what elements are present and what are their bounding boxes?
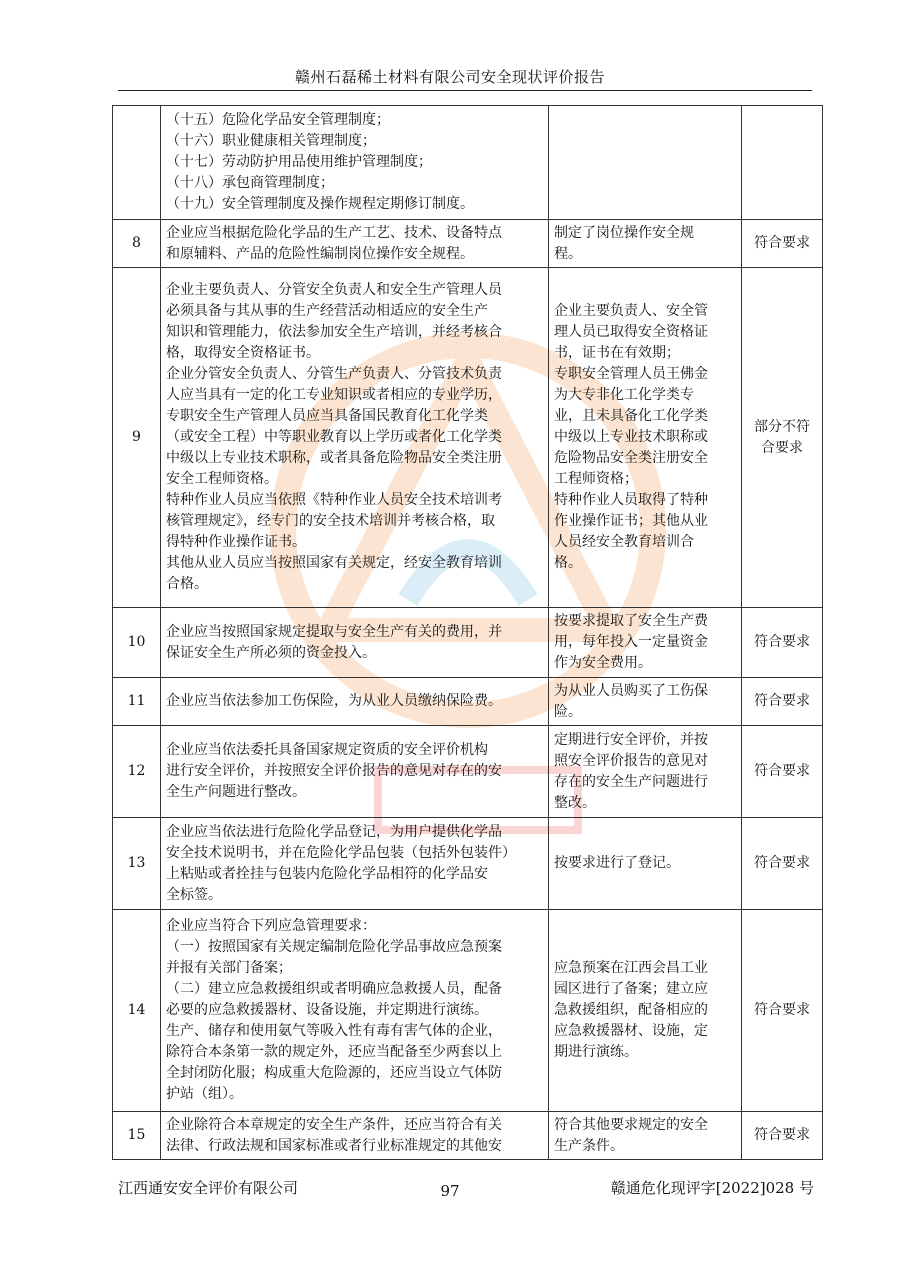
requirement-line: 企业除符合本章规定的安全生产条件，还应当符合有关 <box>166 1116 502 1133</box>
table-row <box>113 1112 823 1160</box>
fact-line: 特种作业人员取得了特种 <box>554 492 708 508</box>
fact-line: 存在的安全生产问题进行 <box>554 773 708 790</box>
fact-cell <box>549 608 742 678</box>
fact-cell <box>549 106 742 220</box>
requirement-cell <box>161 220 549 268</box>
requirement-line: 上粘贴或者拴挂与包装内危险化学品相符的化学品安 <box>166 865 488 882</box>
fact-cell <box>549 910 742 1112</box>
row-number <box>113 106 161 220</box>
fact-line: 理人员已取得安全资格证 <box>554 324 708 340</box>
fact-line: 照安全评价报告的意见对 <box>554 752 708 769</box>
fact-line: 园区进行了备案；建立应 <box>554 981 708 997</box>
requirement-line: 合格。 <box>166 576 208 592</box>
row-number: 8 <box>113 220 161 268</box>
requirement-line: 企业应当按照国家规定提取与安全生产有关的费用，并 <box>166 623 502 640</box>
footer-company: 江西通安安全评价有限公司 <box>118 1179 299 1197</box>
table-row <box>113 608 823 678</box>
result-cell <box>742 910 823 1112</box>
fact-line: 制定了岗位操作安全规 <box>554 224 694 241</box>
fact-cell <box>549 726 742 818</box>
fact-line: 作业操作证书；其他从业 <box>554 513 708 529</box>
requirement-line: 特种作业人员应当依照《特种作业人员安全技术培训考 <box>166 492 502 508</box>
requirement-cell <box>161 678 549 726</box>
requirement-line: 必须具备与其从事的生产经营活动相适应的安全生产 <box>166 303 488 319</box>
fact-line: 为大专非化工化学类专 <box>554 387 694 403</box>
requirement-line: （十九）安全管理制度及操作规程定期修订制度。 <box>166 196 474 212</box>
fact-line: 书，证书在有效期； <box>554 345 680 361</box>
fact-line: 格。 <box>554 555 582 571</box>
requirement-line: 格，取得安全资格证书。 <box>166 345 320 361</box>
fact-cell <box>549 1112 742 1160</box>
requirement-line: 全标签。 <box>166 886 222 903</box>
header-rule <box>118 90 812 91</box>
fact-line: 中级以上专业技术职称或 <box>554 429 708 445</box>
requirement-line: 得特种作业操作证书。 <box>166 534 306 550</box>
fact-line: 危险物品安全类注册安全 <box>554 450 708 466</box>
table-row <box>113 106 823 220</box>
requirement-cell <box>161 726 549 818</box>
fact-line: 整改。 <box>554 794 596 811</box>
fact-line: 人员经安全教育培训合 <box>554 534 694 550</box>
requirement-line: 全封闭防化服；构成重大危险源的，还应当设立气体防 <box>166 1065 502 1081</box>
requirement-line: 其他从业人员应当按照国家有关规定，经安全教育培训 <box>166 555 502 571</box>
result-line: 符合要求 <box>754 634 810 650</box>
result-line: 符合要求 <box>754 693 810 709</box>
requirement-cell <box>161 1112 549 1160</box>
fact-line: 生产条件。 <box>554 1137 624 1154</box>
requirement-cell <box>161 818 549 910</box>
result-line: 符合要求 <box>754 1127 810 1143</box>
row-number: 10 <box>113 608 161 678</box>
table-row <box>113 220 823 268</box>
fact-line: 急救援组织，配备相应的 <box>554 1002 708 1018</box>
fact-line: 期进行演练。 <box>554 1044 638 1060</box>
row-number: 12 <box>113 726 161 818</box>
result-line: 合要求 <box>761 439 803 456</box>
fact-cell <box>549 818 742 910</box>
requirement-line: 企业主要负责人、分管安全负责人和安全生产管理人员 <box>166 282 502 298</box>
requirement-line: 保证安全生产所必须的资金投入。 <box>166 644 376 661</box>
result-cell <box>742 726 823 818</box>
requirement-line: （一）按照国家有关规定编制危险化学品事故应急预案 <box>166 939 502 955</box>
table-row <box>113 268 823 608</box>
report-code: 赣通危化现评字[2022]028 号 <box>610 1179 814 1197</box>
fact-line: 符合其他要求规定的安全 <box>554 1116 708 1133</box>
requirement-cell <box>161 106 549 220</box>
requirement-line: 知识和管理能力，依法参加安全生产培训，并经考核合 <box>166 324 502 340</box>
requirement-line: （十五）危险化学品安全管理制度； <box>166 112 390 128</box>
row-number: 15 <box>113 1112 161 1160</box>
requirement-line: 生产、储存和使用氨气等吸入性有毒有害气体的企业， <box>166 1023 502 1039</box>
requirement-line: 专职安全生产管理人员应当具备国民教育化工化学类 <box>166 408 488 424</box>
requirement-cell <box>161 268 549 608</box>
requirement-line: 企业应当依法委托具备国家规定资质的安全评价机构 <box>166 742 488 758</box>
row-number: 11 <box>113 678 161 726</box>
fact-line: 专职安全管理人员王佛金 <box>554 366 708 382</box>
fact-line: 作为安全费用。 <box>554 655 652 671</box>
fact-line: 险。 <box>554 703 582 720</box>
requirement-line: 和原辅料、产品的危险性编制岗位操作安全规程。 <box>166 245 474 262</box>
row-number: 14 <box>113 910 161 1112</box>
result-cell <box>742 608 823 678</box>
result-line: 符合要求 <box>754 235 810 251</box>
requirement-line: 企业应当符合下列应急管理要求： <box>166 918 376 934</box>
row-number: 9 <box>113 268 161 608</box>
requirement-line: 中级以上专业技术职称，或者具备危险物品安全类注册 <box>166 450 502 466</box>
requirement-line: 法律、行政法规和国家标准或者行业标准规定的其他安 <box>166 1137 502 1154</box>
result-cell <box>742 268 823 608</box>
requirement-line: 进行安全评价，并按照安全评价报告的意见对存在的安 <box>166 763 502 779</box>
requirement-line: （十八）承包商管理制度； <box>166 175 334 191</box>
page-number: 97 <box>440 1182 460 1200</box>
requirement-line: 除符合本条第一款的规定外，还应当配备至少两套以上 <box>166 1044 502 1060</box>
fact-line: 用，每年投入一定量资金 <box>554 634 708 650</box>
requirement-line: 企业应当依法进行危险化学品登记，为用户提供化学品 <box>166 823 502 840</box>
fact-line: 按要求进行了登记。 <box>554 855 680 871</box>
fact-line: 工程师资格； <box>554 471 638 487</box>
requirement-cell <box>161 910 549 1112</box>
fact-cell <box>549 268 742 608</box>
requirement-line: 核管理规定》，经专门的安全技术培训并考核合格，取 <box>166 513 495 529</box>
result-line: 符合要求 <box>754 855 810 871</box>
requirement-cell <box>161 608 549 678</box>
requirement-line: 企业应当根据危险化学品的生产工艺、技术、设备特点 <box>166 224 502 241</box>
result-line: 部分不符 <box>754 418 810 435</box>
requirements-table <box>112 105 823 1160</box>
requirement-line: 安全技术说明书，并在危险化学品包装（包括外包装件） <box>166 844 516 861</box>
fact-line: 业，且未具备化工化学类 <box>554 408 708 424</box>
fact-line: 为从业人员购买了工伤保 <box>554 682 708 699</box>
requirement-line: 企业应当依法参加工伤保险，为从业人员缴纳保险费。 <box>166 693 502 709</box>
fact-line: 企业主要负责人、安全管 <box>554 303 708 319</box>
requirement-line: （十六）职业健康相关管理制度； <box>166 133 376 149</box>
requirement-line: （十七）劳动防护用品使用维护管理制度； <box>166 154 432 170</box>
row-number: 13 <box>113 818 161 910</box>
result-cell <box>742 220 823 268</box>
requirement-line: 护站（组）。 <box>166 1086 243 1102</box>
requirement-line: 全生产问题进行整改。 <box>166 784 306 800</box>
fact-line: 按要求提取了安全生产费 <box>554 613 708 629</box>
fact-line: 应急救援器材、设施，定 <box>554 1023 708 1039</box>
result-line: 符合要求 <box>754 763 810 779</box>
requirement-line: 必要的应急救援器材、设备设施，并定期进行演练。 <box>166 1002 488 1018</box>
result-cell <box>742 818 823 910</box>
result-cell <box>742 1112 823 1160</box>
table-row <box>113 910 823 1112</box>
page-header-title: 赣州石磊稀土材料有限公司安全现状评价报告 <box>294 68 605 86</box>
fact-line: 程。 <box>554 245 582 262</box>
requirement-line: （或安全工程）中等职业教育以上学历或者化工化学类 <box>166 429 502 445</box>
fact-line: 应急预案在江西会昌工业 <box>554 960 708 976</box>
fact-cell <box>549 220 742 268</box>
requirement-line: 并报有关部门备案； <box>166 960 292 976</box>
table-row <box>113 726 823 818</box>
fact-cell <box>549 678 742 726</box>
table-row <box>113 818 823 910</box>
requirement-line: 安全工程师资格。 <box>166 471 278 487</box>
result-line: 符合要求 <box>754 1002 810 1018</box>
result-cell <box>742 106 823 220</box>
fact-line: 定期进行安全评价，并按 <box>554 731 708 748</box>
result-cell <box>742 678 823 726</box>
requirement-line: 人应当具有一定的化工专业知识或者相应的专业学历， <box>166 387 502 403</box>
table-row <box>113 678 823 726</box>
requirement-line: 企业分管安全负责人、分管生产负责人、分管技术负责 <box>166 366 502 382</box>
requirement-line: （二）建立应急救援组织或者明确应急救援人员，配备 <box>166 981 502 997</box>
